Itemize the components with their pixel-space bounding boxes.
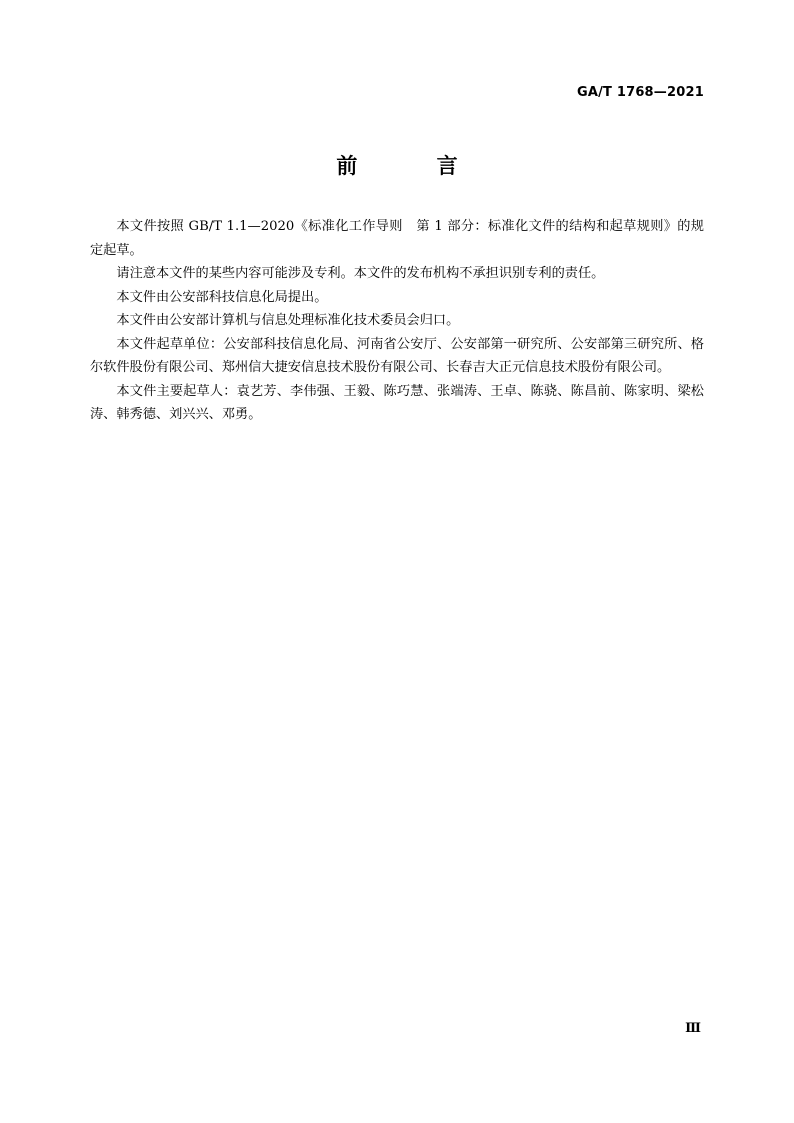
paragraph-patent-notice: 请注意本文件的某些内容可能涉及专利。本文件的发布机构不承担识别专利的责任。: [116, 266, 605, 281]
paragraph-drafting-rules: 本文件按照 GB/T 1.1—2020《标准化工作导则 第 1 部分：标准化文件的结构和起草规则》的规定起草。: [90, 219, 704, 258]
paragraph-proposed-by: 本文件由公安部科技信息化局提出。: [116, 289, 328, 305]
paragraph-drafting-units: 本文件起草单位：公安部科技信息化局、河南省公安厅、公安部第一研究所、公安部第三研究所、格尔软件股份有限公司、郑州信大捷安信息技术股份有限公司、长春吉大正元信息技术股份有限公司。: [90, 336, 704, 375]
standard-code: GA/T 1768—2021: [576, 85, 704, 100]
page-title: 前 言: [336, 154, 494, 178]
foreword-body: [90, 215, 704, 427]
paragraph-under-jurisdiction: 本文件由公安部计算机与信息处理标准化技术委员会归口。: [116, 313, 460, 328]
paragraph-main-drafters: 本文件主要起草人：袁艺芳、李伟强、王毅、陈巧慧、张端涛、王卓、陈骁、陈昌前、陈家明、梁松涛、韩秀德、刘兴兴、邓勇。: [90, 383, 704, 422]
page-number: Ⅲ: [685, 1021, 701, 1036]
